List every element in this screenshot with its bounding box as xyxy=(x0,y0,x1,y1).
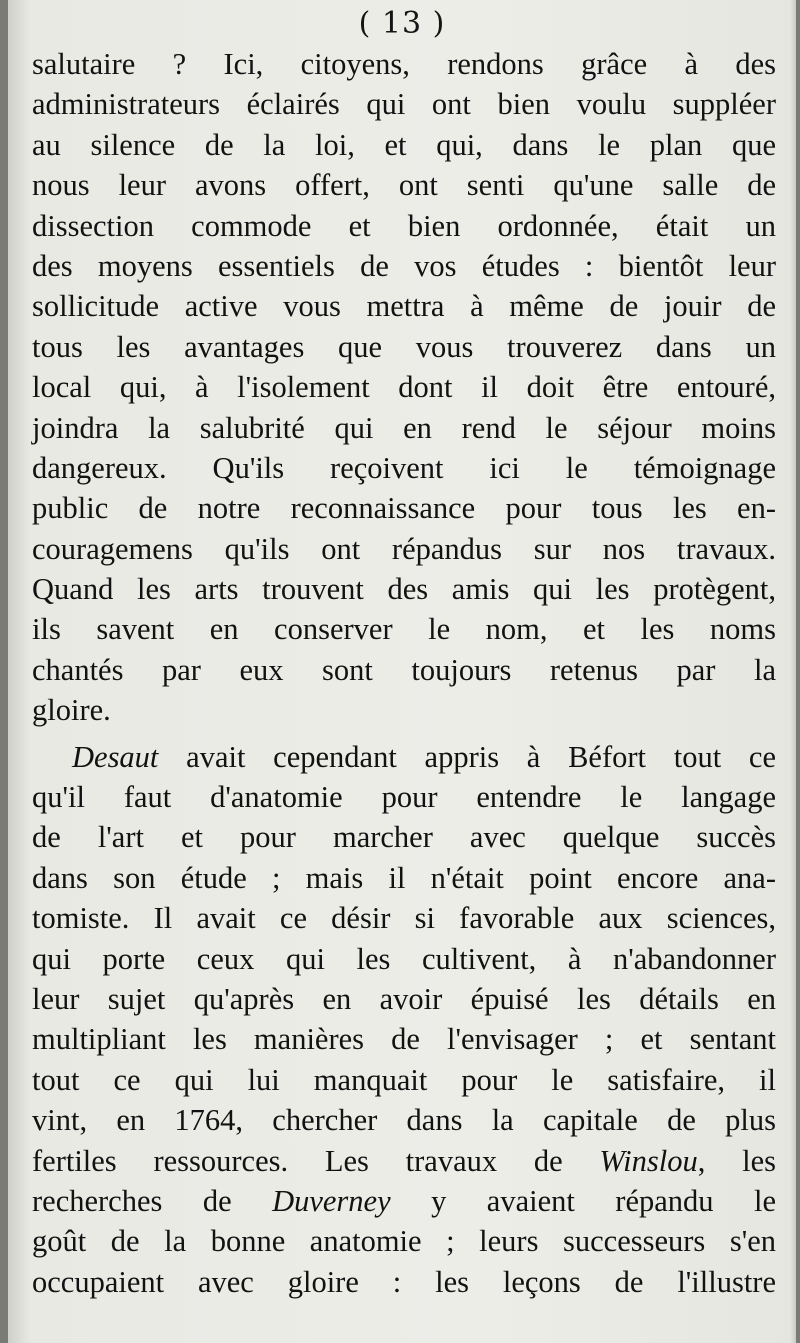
text-line: vint, en 1764, chercher dans la capitale de plus xyxy=(32,1103,776,1138)
book-page xyxy=(8,0,796,1343)
text-line xyxy=(32,1141,776,1181)
text-fragment: fertiles ressources. Les travaux de xyxy=(32,1143,600,1178)
paragraph-1 xyxy=(32,44,776,731)
text-line: chantés par eux sont toujours retenus par la xyxy=(32,652,776,687)
text-line: leur sujet qu'après en avoir épuisé les détails en xyxy=(32,981,776,1016)
text-line: multipliant les manières de l'envisager ; et sentant xyxy=(32,1022,776,1057)
page-body xyxy=(32,44,776,1302)
text-line: couragemens qu'ils ont répandus sur nos travaux. xyxy=(32,531,776,566)
text-line: dans son étude ; mais il n'était point encore ana- xyxy=(32,860,776,895)
text-line: goût de la bonne anatomie ; leurs successeurs s'en xyxy=(32,1224,776,1259)
text-line xyxy=(32,1181,776,1221)
text-line: de l'art et pour marcher avec quelque succès xyxy=(32,820,776,855)
text-line: occupaient avec gloire : les leçons de l'illustre xyxy=(32,1264,776,1299)
text-line: joindra la salubrité qui en rend le séjour moins xyxy=(32,410,776,445)
text-line: dangereux. Qu'ils reçoivent ici le témoignage xyxy=(32,450,776,485)
text-line: Quand les arts trouvent des amis qui les protègent, xyxy=(32,572,776,607)
text-fragment: y avaient répandu le xyxy=(390,1183,776,1218)
text-line: qu'il faut d'anatomie pour entendre le langage xyxy=(32,780,776,815)
text-line: des moyens essentiels de vos études : bientôt leur xyxy=(32,248,776,283)
text-line: public de notre reconnaissance pour tous les en- xyxy=(32,491,776,526)
text-fragment: recherches de xyxy=(32,1183,273,1218)
text-line: tomiste. Il avait ce désir si favorable aux sciences, xyxy=(32,901,776,936)
paragraph-2 xyxy=(32,737,776,1302)
text-line: nous leur avons offert, ont senti qu'une salle de xyxy=(32,168,776,203)
text-line: gloire. xyxy=(32,693,111,728)
text-line: au silence de la loi, et qui, dans le plan que xyxy=(32,127,776,162)
text-line: salutaire ? Ici, citoyens, rendons grâce à des xyxy=(32,47,776,81)
name-desaut: Desaut xyxy=(72,739,159,774)
text-line: qui porte ceux qui les cultivent, à n'abandonner xyxy=(32,941,776,976)
text-line: administrateurs éclairés qui ont bien voulu suppléer xyxy=(32,87,776,122)
text-line: tout ce qui lui manquait pour le satisfaire, il xyxy=(32,1062,776,1097)
page-number: ( 13 ) xyxy=(358,6,446,41)
name-winslou: Winslou xyxy=(599,1143,698,1178)
text-line: sollicitude active vous mettra à même de jouir de xyxy=(32,289,776,324)
text-line: dissection commode et bien ordonnée, était un xyxy=(32,208,776,243)
page-edge-shadow xyxy=(790,0,796,1343)
text-fragment: avait cependant appris à Béfort tout ce xyxy=(158,739,776,774)
text-line: tous les avantages que vous trouverez dans un xyxy=(32,329,776,364)
name-duverney: Duverney xyxy=(272,1183,391,1218)
text-line xyxy=(32,737,776,777)
text-line: ils savent en conserver le nom, et les noms xyxy=(32,612,776,647)
text-line: local qui, à l'isolement dont il doit être entouré, xyxy=(32,370,776,405)
text-fragment: , les xyxy=(697,1143,776,1178)
